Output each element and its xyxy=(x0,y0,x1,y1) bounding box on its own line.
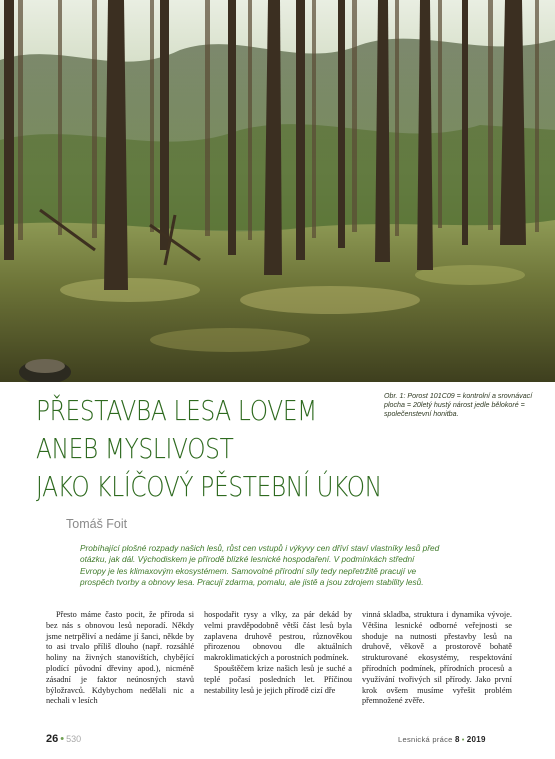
magazine-issue-block xyxy=(398,735,486,744)
article-title xyxy=(36,392,382,506)
body-column-3 xyxy=(362,610,512,707)
issue-number: 8 xyxy=(455,735,460,744)
body-column-1 xyxy=(46,610,194,707)
volume-page-number: 530 xyxy=(66,734,82,744)
article-author: Tomáš Foit xyxy=(66,517,128,531)
title-line-2: ANEB MYSLIVOST xyxy=(36,432,234,465)
magazine-name: Lesnická práce xyxy=(398,735,453,744)
body-column-2 xyxy=(204,610,352,696)
separator-dot: • xyxy=(461,735,465,744)
paragraph: hospodařit rysy a vlky, za pár dekád by velmi pravděpodobně větší část lesů byla zaplavena druhově pestrou, různověkou přirozenou obnovou dle aktuálních makroklimatických a porostních podmínek. xyxy=(204,610,352,663)
issue-year: 2019 xyxy=(466,735,486,744)
separator-dot: • xyxy=(60,733,65,745)
paragraph: Přesto máme často pocit, že příroda si bez nás s obnovou lesů neporadí. Někdy jsme netrpěliví a nedáme jí šanci, někde by to asi trvalo příliš dlouho (např. rozsáhlé holiny na živných stanovištích, chybějící plodící původní dřeviny apod.), nicméně zásadní je faktor neúnosných stavů býložravců. Kdybychom nedělali nic a nechali v lesích xyxy=(46,610,194,706)
paragraph: vinná skladba, struktura i dynamika vývoje. Většina lesnické odborné veřejnosti se shoduje na nutnosti přestavby lesů na druhově, věkově a prostorově bohatě strukturované ekosystémy, respektování přírodních podmínek, přírodních procesů a využívání tvořivých sil přírody. Jako první krok ovšem musíme vyřešit problém přemnožené zvěře. xyxy=(362,610,512,706)
title-line-3: JAKO KLÍČOVÝ PĚSTEBNÍ ÚKON xyxy=(36,470,382,503)
article-lead: Probíhající plošné rozpady našich lesů, růst cen vstupů i výkyvy cen dříví staví vlastníky lesů před otázku, jak dál. Východiskem je přírodě blízké lesnické hospodaření. V podmínkách střední Evropy je les klimaxovým ekosystémem. Samovolné přírodní síly tedy nepřetržitě pracují ve prospěch tvorby a obnovy lesa. Pracují zdarma, pomalu, ale jistě a jsou zdrojem stability lesů. xyxy=(80,543,440,587)
photo-caption: Obr. 1: Porost 101C09 = kontrolní a srovnávací plocha = 20letý hustý nárost jedle bělokoré = společenstevní honitba. xyxy=(384,392,533,418)
paragraph: Spouštěčem krize našich lesů je suché a teplé počasí posledních let. Příčinou nestability lesů je jejich přírodě cizí dře xyxy=(204,663,352,695)
page-number-block xyxy=(46,733,81,745)
title-line-1: PŘESTAVBA LESA LOVEM xyxy=(36,394,317,427)
page-number: 26 xyxy=(46,733,59,745)
